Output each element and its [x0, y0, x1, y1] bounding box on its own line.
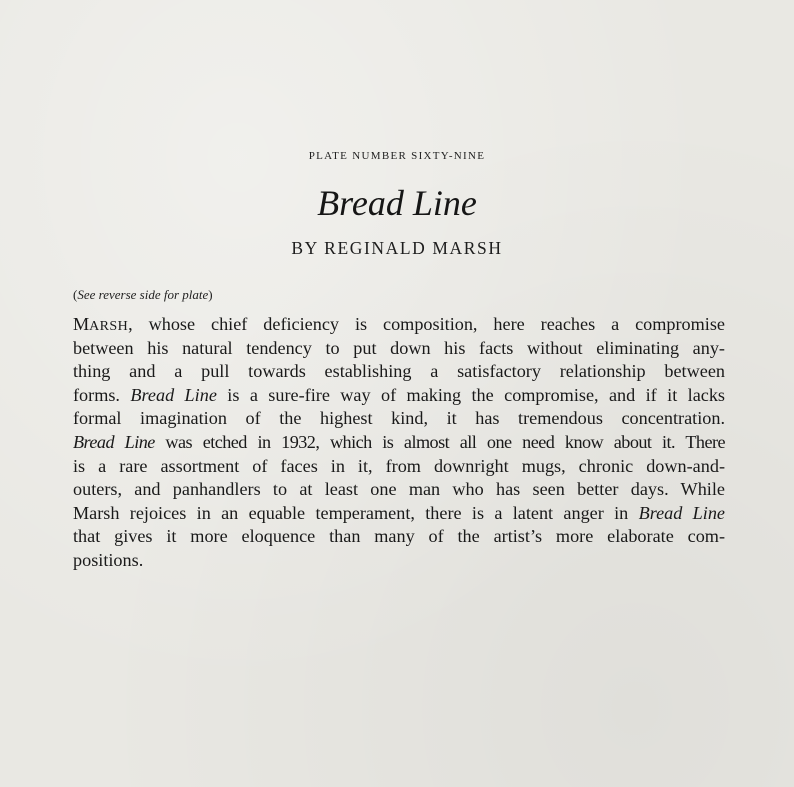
- body-line: between his natural tendency to put down his facts without eliminating any-: [73, 337, 725, 358]
- body-line: positions.: [73, 549, 144, 570]
- italic-title-ref: Bread Line: [130, 384, 217, 405]
- plate-note: [73, 287, 213, 303]
- body-line: thing and a pull towards establishing a satisfactory relationship between: [73, 361, 725, 382]
- body-line: formal imagination of the highest kind, it has tremendous concentration.: [73, 408, 725, 429]
- body-line: outers, and panhandlers to at least one man who has seen better days. While: [73, 479, 725, 500]
- body-text: forms.: [73, 384, 131, 405]
- body-text: was etched in 1932, which is almost all one need know about it. There: [154, 431, 726, 452]
- note-text: See reverse side for plate: [77, 287, 209, 302]
- body-text: , whose chief deficiency is composition, here reaches a compromise: [128, 314, 725, 334]
- byline: BY REGINALD MARSH: [291, 238, 503, 258]
- note-close-paren: ): [208, 287, 213, 302]
- body-paragraph: [73, 313, 725, 573]
- italic-title-ref: Bread Line: [73, 431, 155, 452]
- italic-title-ref: Bread Line: [638, 502, 725, 523]
- plate-number: PLATE NUMBER SIXTY-NINE: [308, 150, 486, 162]
- body-line: is a rare assortment of faces in it, from downright mugs, chronic down-and-: [73, 455, 725, 476]
- note-open-paren: (: [73, 287, 78, 302]
- small-caps-text: ARSH: [89, 319, 129, 334]
- body-line: [73, 313, 725, 337]
- drop-cap: M: [73, 314, 90, 334]
- body-line: [73, 384, 725, 408]
- body-line: [73, 431, 725, 455]
- body-line: that gives it more eloquence than many of the artist’s more elaborate com-: [73, 526, 725, 547]
- page-title: Bread Line: [317, 183, 477, 223]
- body-text: is a sure-fire way of making the compromise, and if it lacks: [216, 384, 726, 405]
- body-text: Marsh rejoices in an equable temperament, there is a latent anger in: [73, 502, 639, 523]
- body-line: [73, 502, 725, 526]
